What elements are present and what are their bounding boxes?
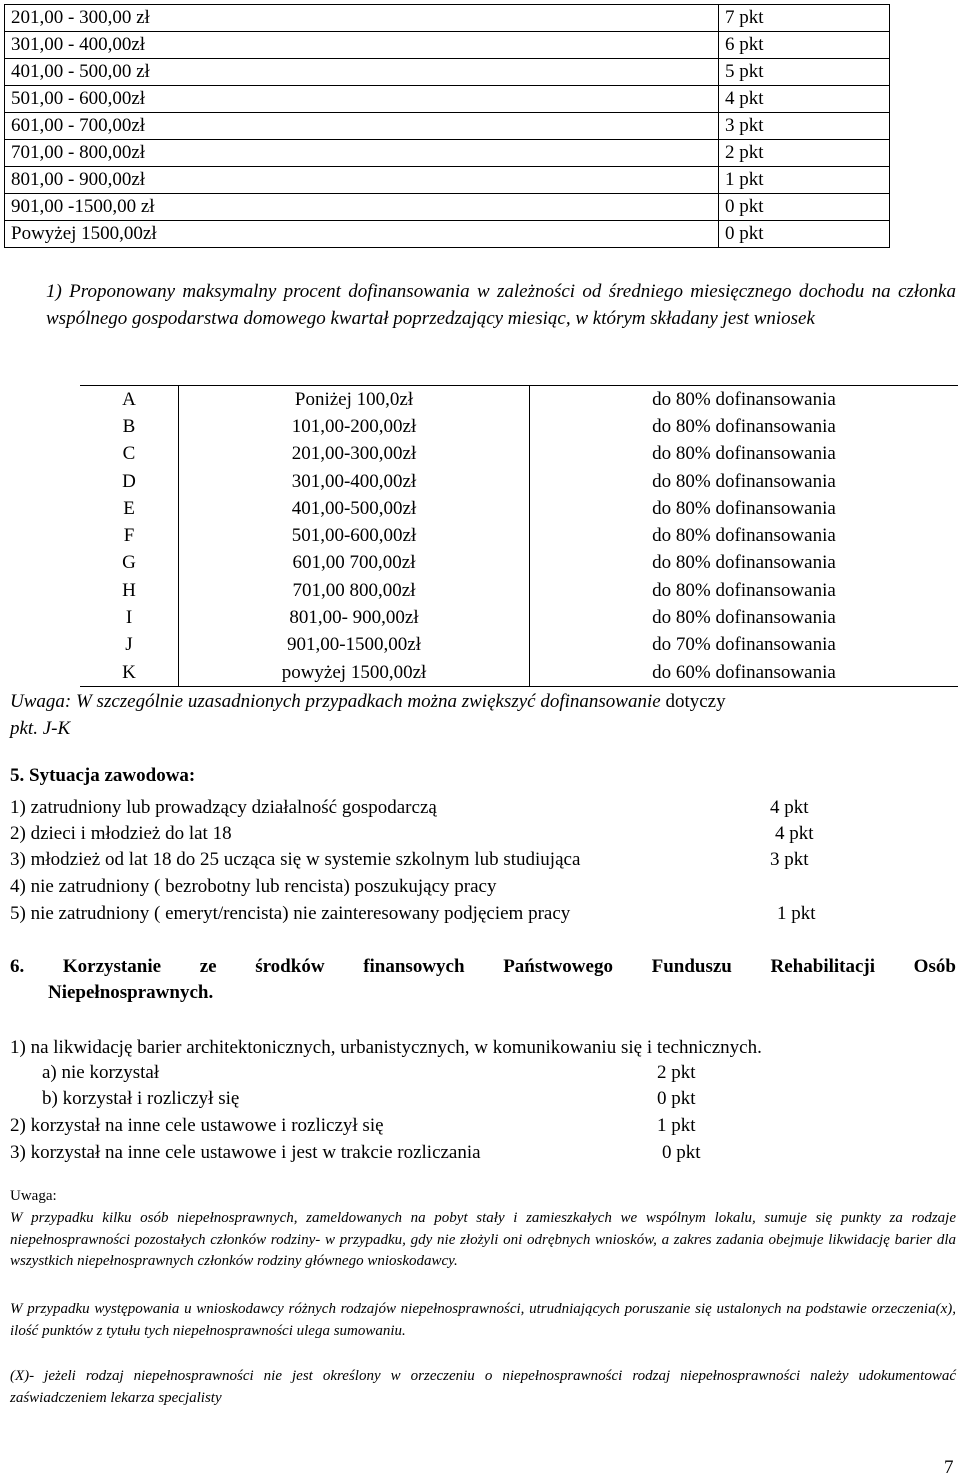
- row-letter: K: [80, 659, 179, 687]
- row-letter: J: [80, 632, 179, 659]
- percent-cell: do 80% dofinansowania: [530, 441, 959, 468]
- percent-cell: do 80% dofinansowania: [530, 386, 959, 414]
- income-range-cell: Poniżej 100,0zł: [179, 386, 530, 414]
- income-range-cell: 801,00- 900,00zł: [289, 607, 419, 629]
- heading-word: Korzystanie: [62, 956, 162, 977]
- employment-item: 5) nie zatrudniony ( emeryt/rencista) nie zainteresowany podjęciem pracy: [10, 903, 571, 924]
- heading-line-2: Niepełnosprawnych.: [48, 982, 214, 1003]
- income-range-cell: Powyżej 1500,00zł: [5, 221, 719, 248]
- employment-item: 1) zatrudniony lub prowadzący działalność gospodarczą: [10, 797, 437, 818]
- cofinancing-note: [10, 688, 890, 742]
- row-letter: D: [80, 468, 179, 495]
- income-range-cell: 101,00-200,00zł: [291, 415, 417, 437]
- employment-item: 3) młodzież od lat 18 do 25 ucząca się w systemie szkolnym lub studiująca: [10, 849, 581, 870]
- table-row: [5, 59, 890, 86]
- income-range-cell: 201,00 - 300,00 zł: [5, 5, 719, 32]
- percent-cell: do 80% dofinansowania: [530, 577, 959, 604]
- table-row: [80, 468, 958, 495]
- percent-cell: do 60% dofinansowania: [530, 659, 959, 687]
- table-row: [5, 140, 890, 167]
- income-range-cell: 901,00 -1500,00 zł: [5, 194, 719, 221]
- row-letter: F: [80, 522, 179, 549]
- table-row: [80, 577, 958, 604]
- income-range-cell: 801,00 - 900,00zł: [5, 167, 719, 194]
- table-row: [80, 632, 958, 659]
- row-letter: G: [80, 550, 179, 577]
- row-letter: I: [80, 604, 179, 631]
- income-range-cell: 401,00-500,00zł: [291, 497, 417, 519]
- heading-word: 6.: [10, 956, 25, 977]
- pfron-item: a) nie korzystał: [42, 1062, 160, 1083]
- pfron-points: 1 pkt: [657, 1115, 696, 1136]
- table-row: [80, 604, 958, 631]
- percent-cell: do 80% dofinansowania: [530, 413, 959, 440]
- income-range-cell: 701,00 - 800,00zł: [5, 140, 719, 167]
- income-range-cell: 501,00 - 600,00zł: [5, 86, 719, 113]
- income-range-cell: 901,00-1500,00zł: [286, 634, 422, 656]
- points-cell: 4 pkt: [718, 86, 889, 113]
- employment-points: 1 pkt: [777, 903, 816, 924]
- table-row: [5, 167, 890, 194]
- table-row: [5, 32, 890, 59]
- heading-word: środków: [255, 956, 325, 977]
- points-cell: 3 pkt: [718, 113, 889, 140]
- income-range-cell: 701,00 800,00zł: [292, 579, 416, 601]
- row-letter: A: [80, 386, 179, 414]
- table-row: [80, 550, 958, 577]
- income-range-cell: 301,00-400,00zł: [291, 470, 417, 492]
- note-plain-text: dotyczy: [660, 691, 726, 712]
- points-cell: 0 pkt: [718, 221, 889, 248]
- heading-word: Państwowego: [503, 956, 613, 977]
- row-letter: B: [80, 413, 179, 440]
- points-cell: 2 pkt: [718, 140, 889, 167]
- percent-cell: do 80% dofinansowania: [530, 522, 959, 549]
- pfron-item: b) korzystał i rozliczył się: [42, 1088, 240, 1109]
- table-row: [5, 113, 890, 140]
- pfron-points: 2 pkt: [657, 1062, 696, 1083]
- employment-points: 4 pkt: [775, 823, 814, 844]
- section-6-heading: [10, 954, 956, 1006]
- table-row: [80, 413, 958, 440]
- income-range-cell: 401,00 - 500,00 zł: [5, 59, 719, 86]
- income-range-cell: 201,00-300,00zł: [291, 443, 417, 465]
- table-row: [5, 221, 890, 248]
- cofinancing-table: [80, 385, 958, 687]
- heading-word: ze: [199, 956, 217, 977]
- income-range-cell: 601,00 700,00zł: [292, 552, 416, 574]
- note-paragraph: W przypadku kilku osób niepełnosprawnych, zameldowanych na pobyt stały i zamieszkałych we wspólnym lokalu, sumuje się punkty za rodzaje niepełnosprawności pozostałych członków rodziny- w przypadku, gdy nie złożyli oni odrębnych wniosków, a zakres zadania obejmuje likwidację barier dla wszystkich niepełnosprawnych członków rodziny głównego wnioskodawcy.: [10, 1210, 956, 1269]
- points-cell: 0 pkt: [718, 194, 889, 221]
- percent-cell: do 80% dofinansowania: [530, 495, 959, 522]
- pfron-points: 0 pkt: [662, 1142, 701, 1163]
- page-number: 7: [944, 1457, 954, 1478]
- employment-points: 3 pkt: [770, 849, 809, 870]
- income-points-table: [4, 4, 890, 248]
- note-italic-text-2: pkt. J-K: [10, 718, 71, 739]
- points-cell: 6 pkt: [718, 32, 889, 59]
- table-row: [5, 5, 890, 32]
- pfron-item: 2) korzystał na inne cele ustawowe i rozliczył się: [10, 1115, 384, 1136]
- row-letter: H: [80, 577, 179, 604]
- pfron-item: 1) na likwidację barier architektonicznych, urbanistycznych, w komunikowaniu się i technicznych.: [10, 1037, 762, 1058]
- percent-cell: do 80% dofinansowania: [530, 468, 959, 495]
- table-row: [80, 522, 958, 549]
- income-range-cell: powyżej 1500,00zł: [179, 659, 530, 687]
- note-paragraph: W przypadku występowania u wnioskodawcy różnych rodzajów niepełnosprawności, utrudniających poruszanie się ustalonych na podstawie orzeczenia(x), ilość punktów z tytułu tych niepełnosprawności ulega sumowaniu.: [10, 1301, 956, 1339]
- income-range-cell: 501,00-600,00zł: [291, 525, 417, 547]
- percent-cell: do 80% dofinansowania: [530, 550, 959, 577]
- income-range-cell: 601,00 - 700,00zł: [5, 113, 719, 140]
- percent-cell: do 70% dofinansowania: [530, 632, 959, 659]
- pfron-points: 0 pkt: [657, 1088, 696, 1109]
- notes-label: Uwaga:: [10, 1188, 57, 1204]
- pfron-item: 3) korzystał na inne cele ustawowe i jest w trakcie rozliczania: [10, 1142, 481, 1163]
- table-row: [5, 86, 890, 113]
- heading-word: Osób: [913, 956, 956, 977]
- income-range-cell: 301,00 - 400,00zł: [5, 32, 719, 59]
- section-5-heading: 5. Sytuacja zawodowa:: [10, 765, 196, 786]
- points-cell: 7 pkt: [718, 5, 889, 32]
- table-row: [80, 659, 958, 687]
- note-italic-text: Uwaga: W szczególnie uzasadnionych przypadkach można zwiększyć dofinansowanie: [10, 691, 661, 712]
- row-letter: C: [80, 441, 179, 468]
- table-row: [80, 386, 958, 414]
- table-row: [5, 194, 890, 221]
- percent-cell: do 80% dofinansowania: [530, 604, 959, 631]
- points-cell: 5 pkt: [718, 59, 889, 86]
- heading-word: Funduszu: [651, 956, 732, 977]
- note-paragraph: (X)- jeżeli rodzaj niepełnosprawności nie jest określony w orzeczeniu o niepełnosprawności rodzaj niepełnosprawności należy udokumentować zaświadczeniem lekarza specjalisty: [10, 1368, 956, 1406]
- cofinancing-description: 1) Proponowany maksymalny procent dofinansowania w zależności od średniego miesięcznego dochodu na członka wspólnego gospodarstwa domowego kwartał poprzedzający miesiąc, w którym składany jest wniosek: [46, 281, 956, 329]
- table-row: [80, 495, 958, 522]
- employment-item: 2) dzieci i młodzież do lat 18: [10, 823, 232, 844]
- table-row: [80, 441, 958, 468]
- row-letter: E: [80, 495, 179, 522]
- heading-word: finansowych: [363, 956, 465, 977]
- employment-points: 4 pkt: [770, 797, 809, 818]
- employment-item: 4) nie zatrudniony ( bezrobotny lub rencista) poszukujący pracy: [10, 876, 497, 897]
- heading-word: Rehabilitacji: [770, 956, 876, 977]
- points-cell: 1 pkt: [718, 167, 889, 194]
